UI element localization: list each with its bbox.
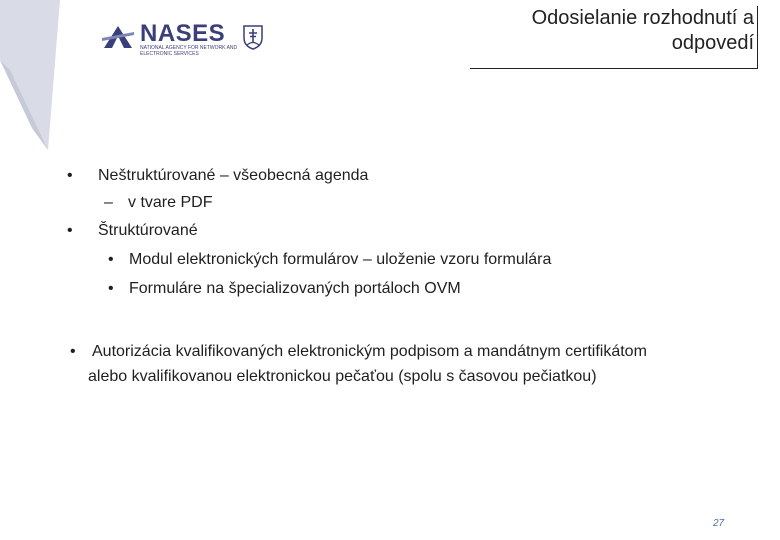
bullet-glyph: • (108, 280, 114, 297)
dash-glyph: – (104, 194, 113, 211)
logo-wordmark: NASES (140, 20, 226, 47)
slide-title-line1: Odosielanie rozhodnutí a (531, 7, 754, 29)
bullet-glyph: • (108, 251, 114, 268)
logo-subtitle (140, 45, 240, 57)
nases-logo-icon (100, 22, 136, 52)
slovak-coat-of-arms-icon (242, 24, 264, 50)
list-item-unstructured: Neštruktúrované – všeobecná agenda (98, 167, 369, 184)
list-item-authorization-line2: alebo kvalifikovanou elektronickou pečaťou (spolu s časovou pečiatkou) (88, 368, 597, 385)
list-item-structured: Štruktúrované (98, 222, 198, 239)
gray-arrow-shape (0, 0, 60, 150)
gray-arrow-shade (0, 60, 48, 150)
sub-item-ovm-portals: Formuláre na špecializovaných portáloch OVM (129, 280, 461, 297)
nases-logo (100, 20, 280, 60)
bullet-glyph: • (67, 222, 73, 239)
list-item-authorization-line1: Autorizácia kvalifikovaných elektronickým podpisom a mandátnym certifikátom (92, 343, 647, 360)
logo-subtitle-line1: NATIONAL AGENCY FOR NETWORK AND (140, 45, 238, 51)
bullet-glyph: • (67, 167, 73, 184)
bullet-glyph: • (70, 343, 76, 360)
logo-subtitle-line2: ELECTRONIC SERVICES (140, 51, 199, 57)
slide-title-line2: odpovedí (671, 32, 754, 54)
page-number: 27 (713, 518, 725, 529)
slide-title (470, 6, 758, 69)
sub-item-pdf: v tvare PDF (128, 194, 213, 211)
sub-item-form-module: Modul elektronických formulárov – uloženie vzoru formulára (129, 251, 552, 268)
